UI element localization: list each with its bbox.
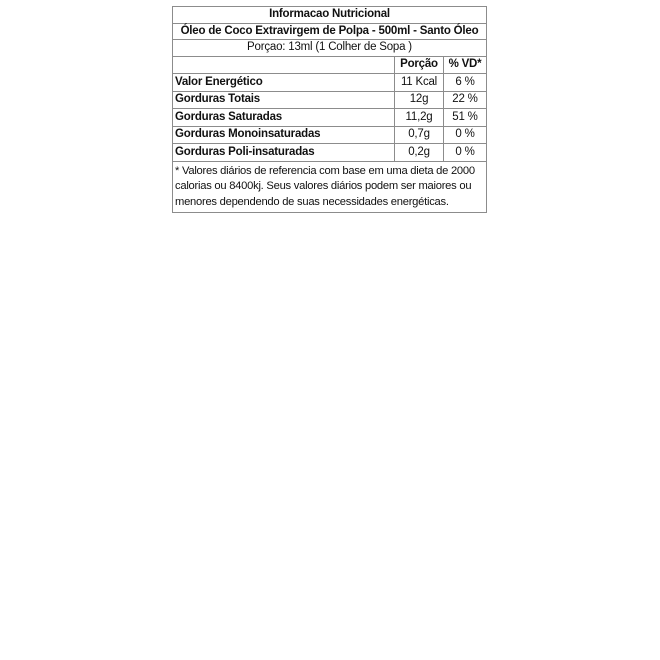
- nutrient-daily-value: 0 %: [455, 145, 475, 158]
- nutrient-portion: 12g: [395, 92, 444, 109]
- nutrition-facts-table: [172, 6, 487, 213]
- nutrient-portion: 0,2g: [395, 144, 444, 161]
- nutrient-daily-value: 22 %: [452, 93, 478, 106]
- nutrient-name: Gorduras Saturadas: [173, 109, 395, 126]
- serving-size-row: [173, 40, 486, 57]
- table-title-row: [173, 7, 486, 24]
- header-blank-cell: [173, 57, 395, 74]
- footnote-text: * Valores diários de referencia com base em uma dieta de 2000 calorias ou 8400kj. Seus valores diários podem ser maiores ou menores dependendo de suas necessidades energéticas.: [175, 164, 475, 208]
- nutrient-daily-value: 0 %: [455, 128, 475, 141]
- header-daily-value: % VD*: [448, 58, 482, 71]
- nutrient-name: Gorduras Poli-insaturadas: [173, 144, 395, 161]
- table-row: [173, 144, 486, 162]
- table-row: [173, 109, 486, 127]
- nutrient-daily-value: 6 %: [455, 75, 475, 88]
- nutrient-name: Gorduras Totais: [173, 92, 395, 109]
- column-header-row: [173, 57, 486, 75]
- table-row: [173, 92, 486, 110]
- table-row: [173, 74, 486, 92]
- header-portion: Porção: [395, 57, 444, 74]
- serving-size: Porçao: 13ml (1 Colher de Sopa ): [247, 41, 412, 54]
- table-title: Informacao Nutricional: [269, 8, 390, 21]
- nutrient-daily-value: 51 %: [452, 110, 478, 123]
- nutrient-portion: 11,2g: [395, 109, 444, 126]
- nutrient-portion: 11 Kcal: [395, 74, 444, 91]
- product-name: Óleo de Coco Extravirgem de Polpa - 500ml - Santo Óleo: [180, 24, 479, 37]
- nutrient-name: Valor Energético: [173, 74, 395, 91]
- product-name-row: [173, 24, 486, 41]
- table-row: [173, 127, 486, 145]
- footnote-row: [173, 162, 486, 213]
- nutrient-name: Gorduras Monoinsaturadas: [173, 127, 395, 144]
- nutrient-portion: 0,7g: [395, 127, 444, 144]
